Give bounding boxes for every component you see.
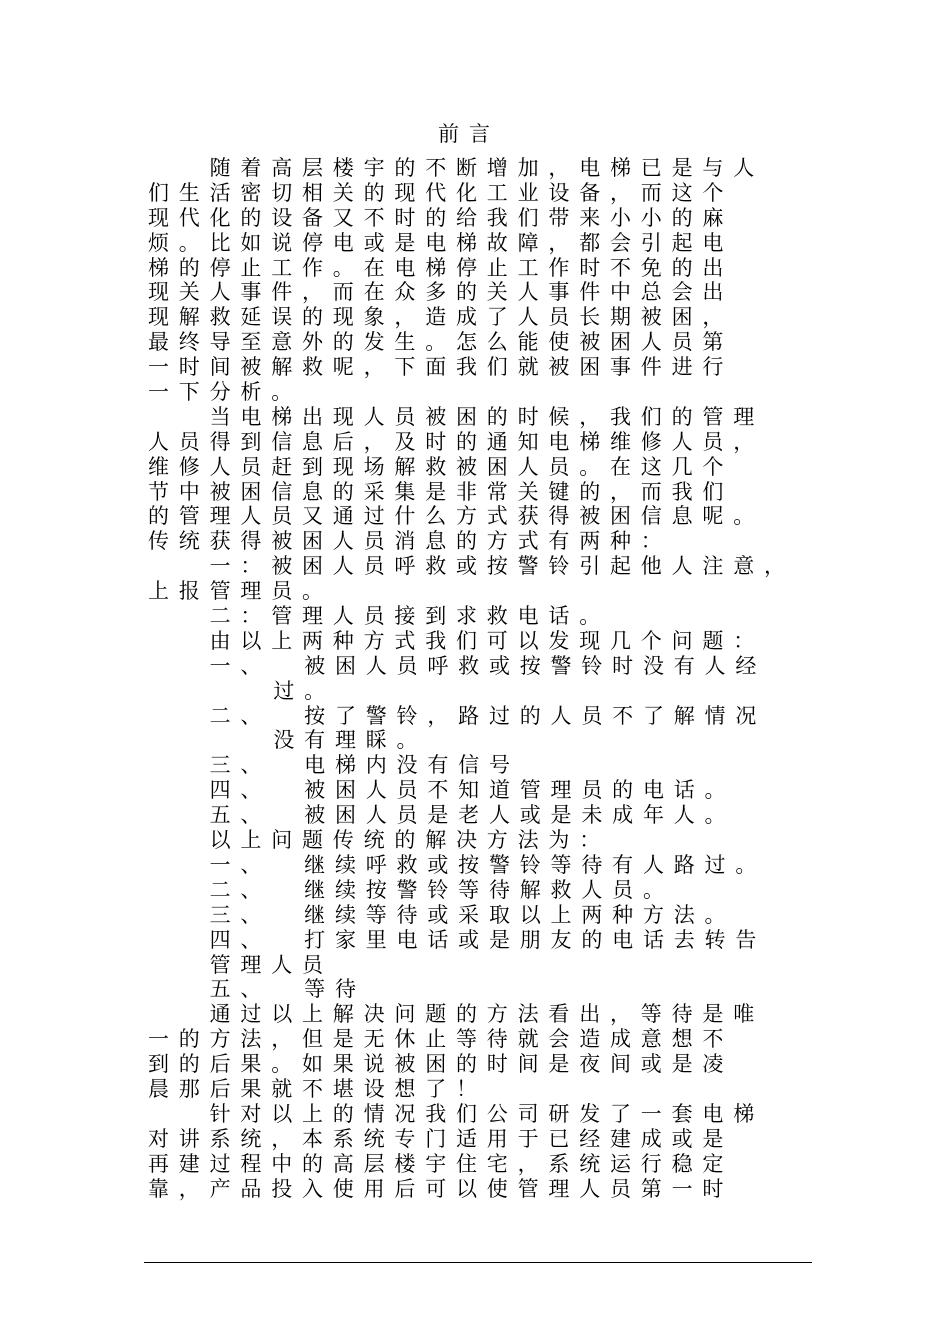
text-line: 针对以上的情况我们公司研发了一套电梯 <box>148 1101 764 1126</box>
text-line: 四、 被困人员不知道管理员的电话。 <box>148 778 736 803</box>
page-title: 前言 <box>438 122 500 146</box>
text-line: 到的后果。如果说被困的时间是夜间或是凌 <box>148 1052 734 1077</box>
text-line: 二、 继续按警铃等待解救人员。 <box>148 877 674 902</box>
text-line: 再建过程中的高层楼宇住宅，系统运行稳定 <box>148 1151 734 1176</box>
text-line: 由以上两种方式我们可以发现几个问题： <box>148 628 764 653</box>
text-line: 管理人员 <box>148 952 333 977</box>
text-line: 一：被困人员呼救或按警铃引起他人注意， <box>148 554 795 579</box>
text-line: 通过以上解决问题的方法看出，等待是唯 <box>148 1002 764 1027</box>
text-line: 当电梯出现人员被困的时候，我们的管理 <box>148 404 764 429</box>
text-line: 四、 打家里电话或是朋友的电话去转告 <box>148 927 767 952</box>
text-line: 三、 继续等待或采取以上两种方法。 <box>148 902 736 927</box>
text-line: 随着高层楼宇的不断增加，电梯已是与人 <box>148 156 764 180</box>
text-line: 一的方法，但是无休止等待就会造成意想不 <box>148 1027 734 1052</box>
text-line: 二、 按了警铃，路过的人员不了解情况 <box>148 703 767 728</box>
text-line: 五、 等待 <box>148 977 366 1002</box>
text-line: 传统获得被困人员消息的方式有两种： <box>148 529 672 554</box>
text-line: 最终导至意外的发生。怎么能使被困人员第 <box>148 330 734 355</box>
text-line: 节中被困信息的采集是非常关键的，而我们 <box>148 479 734 504</box>
text-line: 维修人员赶到现场解救被困人员。在这几个 <box>148 454 734 479</box>
text-line: 现关人事件，而在众多的关人事件中总会出 <box>148 280 734 305</box>
text-line: 五、 被困人员是老人或是未成年人。 <box>148 803 736 828</box>
text-line: 现代化的设备又不时的给我们带来小小的麻 <box>148 205 734 230</box>
text-line: 没有理睬。 <box>148 728 428 753</box>
footer-divider <box>144 1262 812 1263</box>
text-line: 以上问题传统的解决方法为： <box>148 828 610 853</box>
text-line: 一时间被解救呢，下面我们就被困事件进行 <box>148 355 734 380</box>
text-line: 过。 <box>148 678 335 703</box>
text-line: 靠，产品投入使用后可以使管理人员第一时 <box>148 1176 734 1201</box>
text-line: 二：管理人员接到求救电话。 <box>148 604 610 629</box>
text-line: 一、 被困人员呼救或按警铃时没有人经 <box>148 653 767 678</box>
text-line: 三、 电梯内没有信号 <box>148 753 520 778</box>
text-line: 晨那后果就不堪设想了！ <box>148 1076 487 1101</box>
text-line: 对讲系统，本系统专门适用于已经建成或是 <box>148 1126 734 1151</box>
text-line: 一、 继续呼救或按警铃等待有人路过。 <box>148 852 767 877</box>
document-body <box>148 156 808 1201</box>
text-line: 上报管理员。 <box>148 579 333 604</box>
text-line: 烦。比如说停电或是电梯故障，都会引起电 <box>148 230 734 255</box>
text-line: 梯的停止工作。在电梯停止工作时不免的出 <box>148 255 734 280</box>
text-line: 现解救延误的现象，造成了人员长期被困， <box>148 305 734 330</box>
text-line: 们生活密切相关的现代化工业设备，而这个 <box>148 180 734 205</box>
text-line: 的管理人员又通过什么方式获得被困信息呢。 <box>148 504 764 529</box>
text-line: 人员得到信息后，及时的通知电梯维修人员， <box>148 429 764 454</box>
text-line: 一下分析。 <box>148 380 302 405</box>
